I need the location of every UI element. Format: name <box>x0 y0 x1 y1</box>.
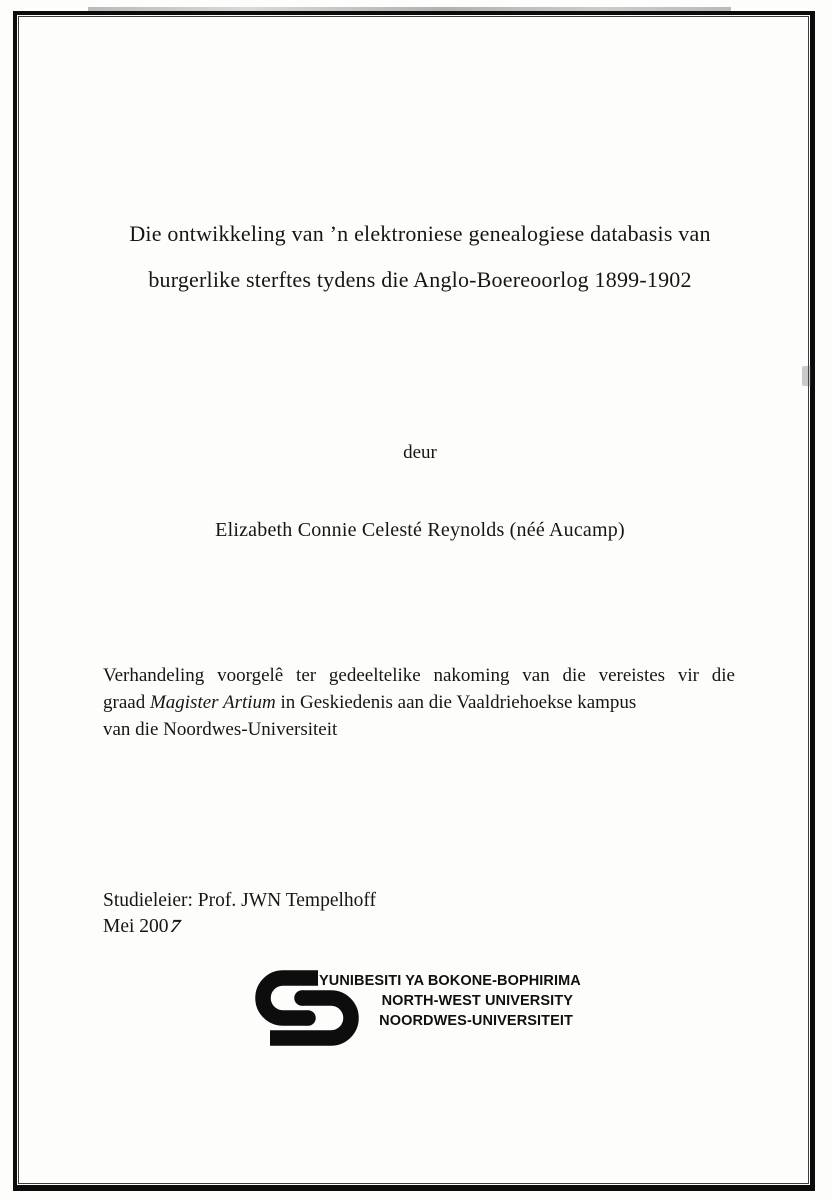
byline-label: deur <box>403 442 437 463</box>
degree-name: Magister Artium <box>149 692 276 713</box>
scan-artifact-top <box>88 7 731 11</box>
thesis-title-line1: Die ontwikkeling van ’n elektroniese genealogiese databasis van <box>129 221 711 246</box>
submission-line1: Verhandeling voorgelê ter gedeeltelike nakoming van die vereistes vir die <box>103 665 735 686</box>
supervisor-block <box>103 888 376 940</box>
logo-line-afrikaans: NOORDWES-UNIVERSITEIT <box>379 1013 573 1029</box>
author-name: Elizabeth Connie Celesté Reynolds (néé Aucamp) <box>215 519 625 541</box>
submission-line2-post: in Geskiedenis aan die Vaaldriehoekse kampus <box>275 692 637 713</box>
university-logo-text <box>319 971 581 1031</box>
supervisor-line: Studieleier: Prof. JWN Tempelhoff <box>103 890 377 911</box>
university-logo <box>255 967 581 1051</box>
submission-line2 <box>103 689 735 716</box>
scan-artifact-right <box>802 366 811 386</box>
submission-line2-pre: graad <box>103 692 150 713</box>
submission-statement <box>103 662 735 743</box>
date-prefix: Mei 200 <box>103 916 169 937</box>
thesis-title-line2: burgerlike sterftes tydens die Anglo-Boereoorlog 1899-1902 <box>148 267 692 292</box>
logo-line-english: NORTH-WEST UNIVERSITY <box>381 993 573 1009</box>
date-digit: 7 <box>166 916 183 937</box>
date-line <box>103 914 376 940</box>
thesis-title <box>0 211 831 303</box>
submission-line3: van die Noordwes-Universiteit <box>103 719 338 740</box>
logo-line-setswana: YUNIBESITI YA BOKONE-BOPHIRIMA <box>319 973 581 989</box>
